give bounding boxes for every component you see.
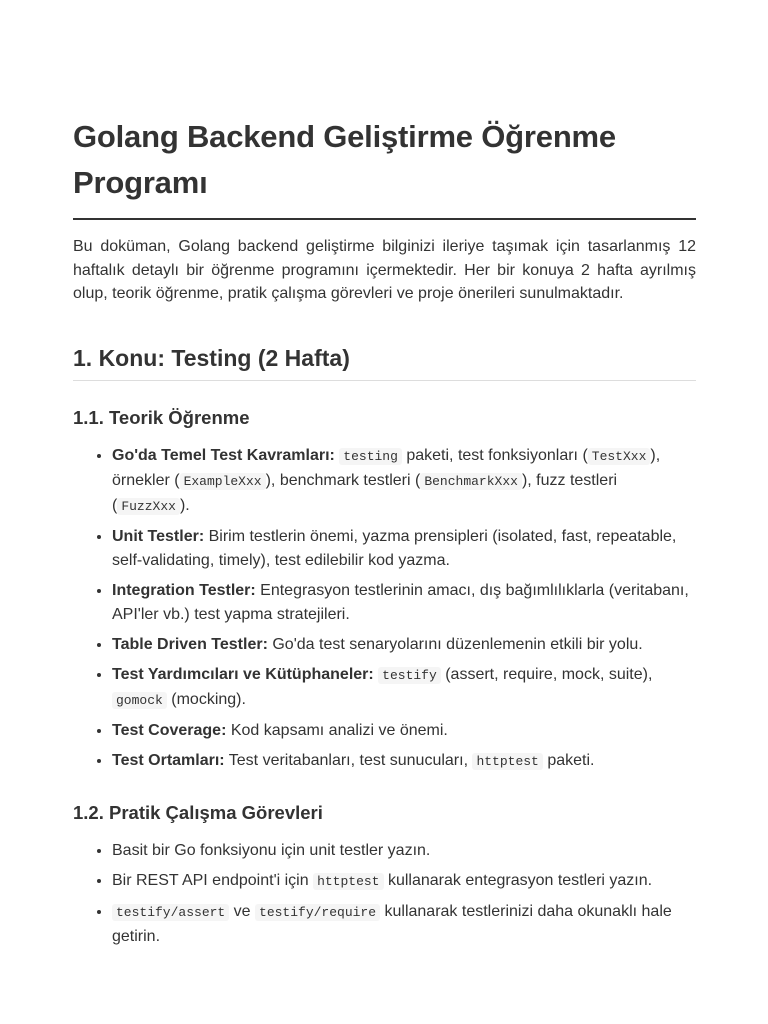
list-item [112,749,696,774]
subsection-heading-practice: 1.2. Pratik Çalışma Görevleri [73,801,323,823]
list-item [112,839,696,863]
item-text: (assert, require, mock, suite), [440,665,653,683]
list-item [112,579,696,627]
item-label: Test Yardımcıları ve Kütüphaneler: [112,665,374,683]
practice-list [73,839,696,949]
list-item [112,869,696,894]
item-label: Integration Testler: [112,581,256,599]
item-text: Bir REST API endpoint'i için [112,871,314,889]
document-content [73,114,696,955]
item-label: Table Driven Testler: [112,635,268,653]
item-label: Go'da Temel Test Kavramları: [112,446,335,464]
item-text: paketi. [542,751,595,769]
list-item [112,663,696,713]
item-text: kullanarak entegrasyon testleri yazın. [383,871,653,889]
inline-code: testify/require [255,904,380,921]
list-item [112,444,696,519]
item-text: ve [229,902,256,920]
item-text: Test veritabanları, test sunucuları, [224,751,473,769]
subsection-heading-theory: 1.1. Teorik Öğrenme [73,406,250,428]
inline-code: gomock [112,692,167,709]
list-item [112,900,696,949]
item-label: Test Ortamları: [112,751,225,769]
item-text: ), örnekler ( [112,446,661,489]
document-title: Golang Backend Geliştirme Öğrenme Programı [73,114,696,220]
item-text: Kod kapsamı analizi ve önemi. [226,721,448,739]
item-text: ), benchmark testleri ( [265,471,421,489]
section-heading-testing: 1. Konu: Testing (2 Hafta) [73,342,696,381]
item-text: Go'da test senaryolarını düzenlemenin etkili bir yolu. [267,635,643,653]
inline-code: httptest [313,873,383,890]
item-text: (mocking). [166,690,246,708]
item-text: kullanarak testlerinizi daha okunaklı hale getirin. [112,902,672,945]
item-text: Basit bir Go fonksiyonu için unit testler yazın. [112,841,431,859]
list-item [112,633,696,657]
inline-code: httptest [472,753,542,770]
inline-code: testify/assert [112,904,229,921]
item-text: ), fuzz testleri ( [112,471,618,514]
item-text: Birim testlerin önemi, yazma prensipleri (isolated, fast, repeatable, self-validating, timely), test edilebilir kod yazma. [112,527,677,569]
intro-paragraph: Bu doküman, Golang backend geliştirme bilginizi ileriye taşımak için tasarlanmış 12 haftalık detaylı bir öğrenme programını içermektedir. Her bir konuya 2 hafta ayrılmış olup, teorik öğrenme, pratik çalışma görevleri ve proje önerileri sunulmaktadır. [73,238,696,302]
item-text: Entegrasyon testlerinin amacı, dış bağımlılıklarla (veritabanı, API'ler vb.) test yapma stratejileri. [112,581,689,623]
inline-code: testing [339,448,402,465]
inline-code: ExampleXxx [180,473,266,490]
inline-code: FuzzXxx [117,498,180,515]
inline-code: TestXxx [588,448,651,465]
item-text: ). [179,496,190,514]
item-label: Unit Testler: [112,527,205,545]
list-item [112,719,696,743]
theory-list [73,444,696,774]
list-item [112,525,696,573]
inline-code: BenchmarkXxx [420,473,522,490]
item-label: Test Coverage: [112,721,227,739]
inline-code: testify [378,667,441,684]
item-text: paketi, test fonksiyonları ( [401,446,588,464]
